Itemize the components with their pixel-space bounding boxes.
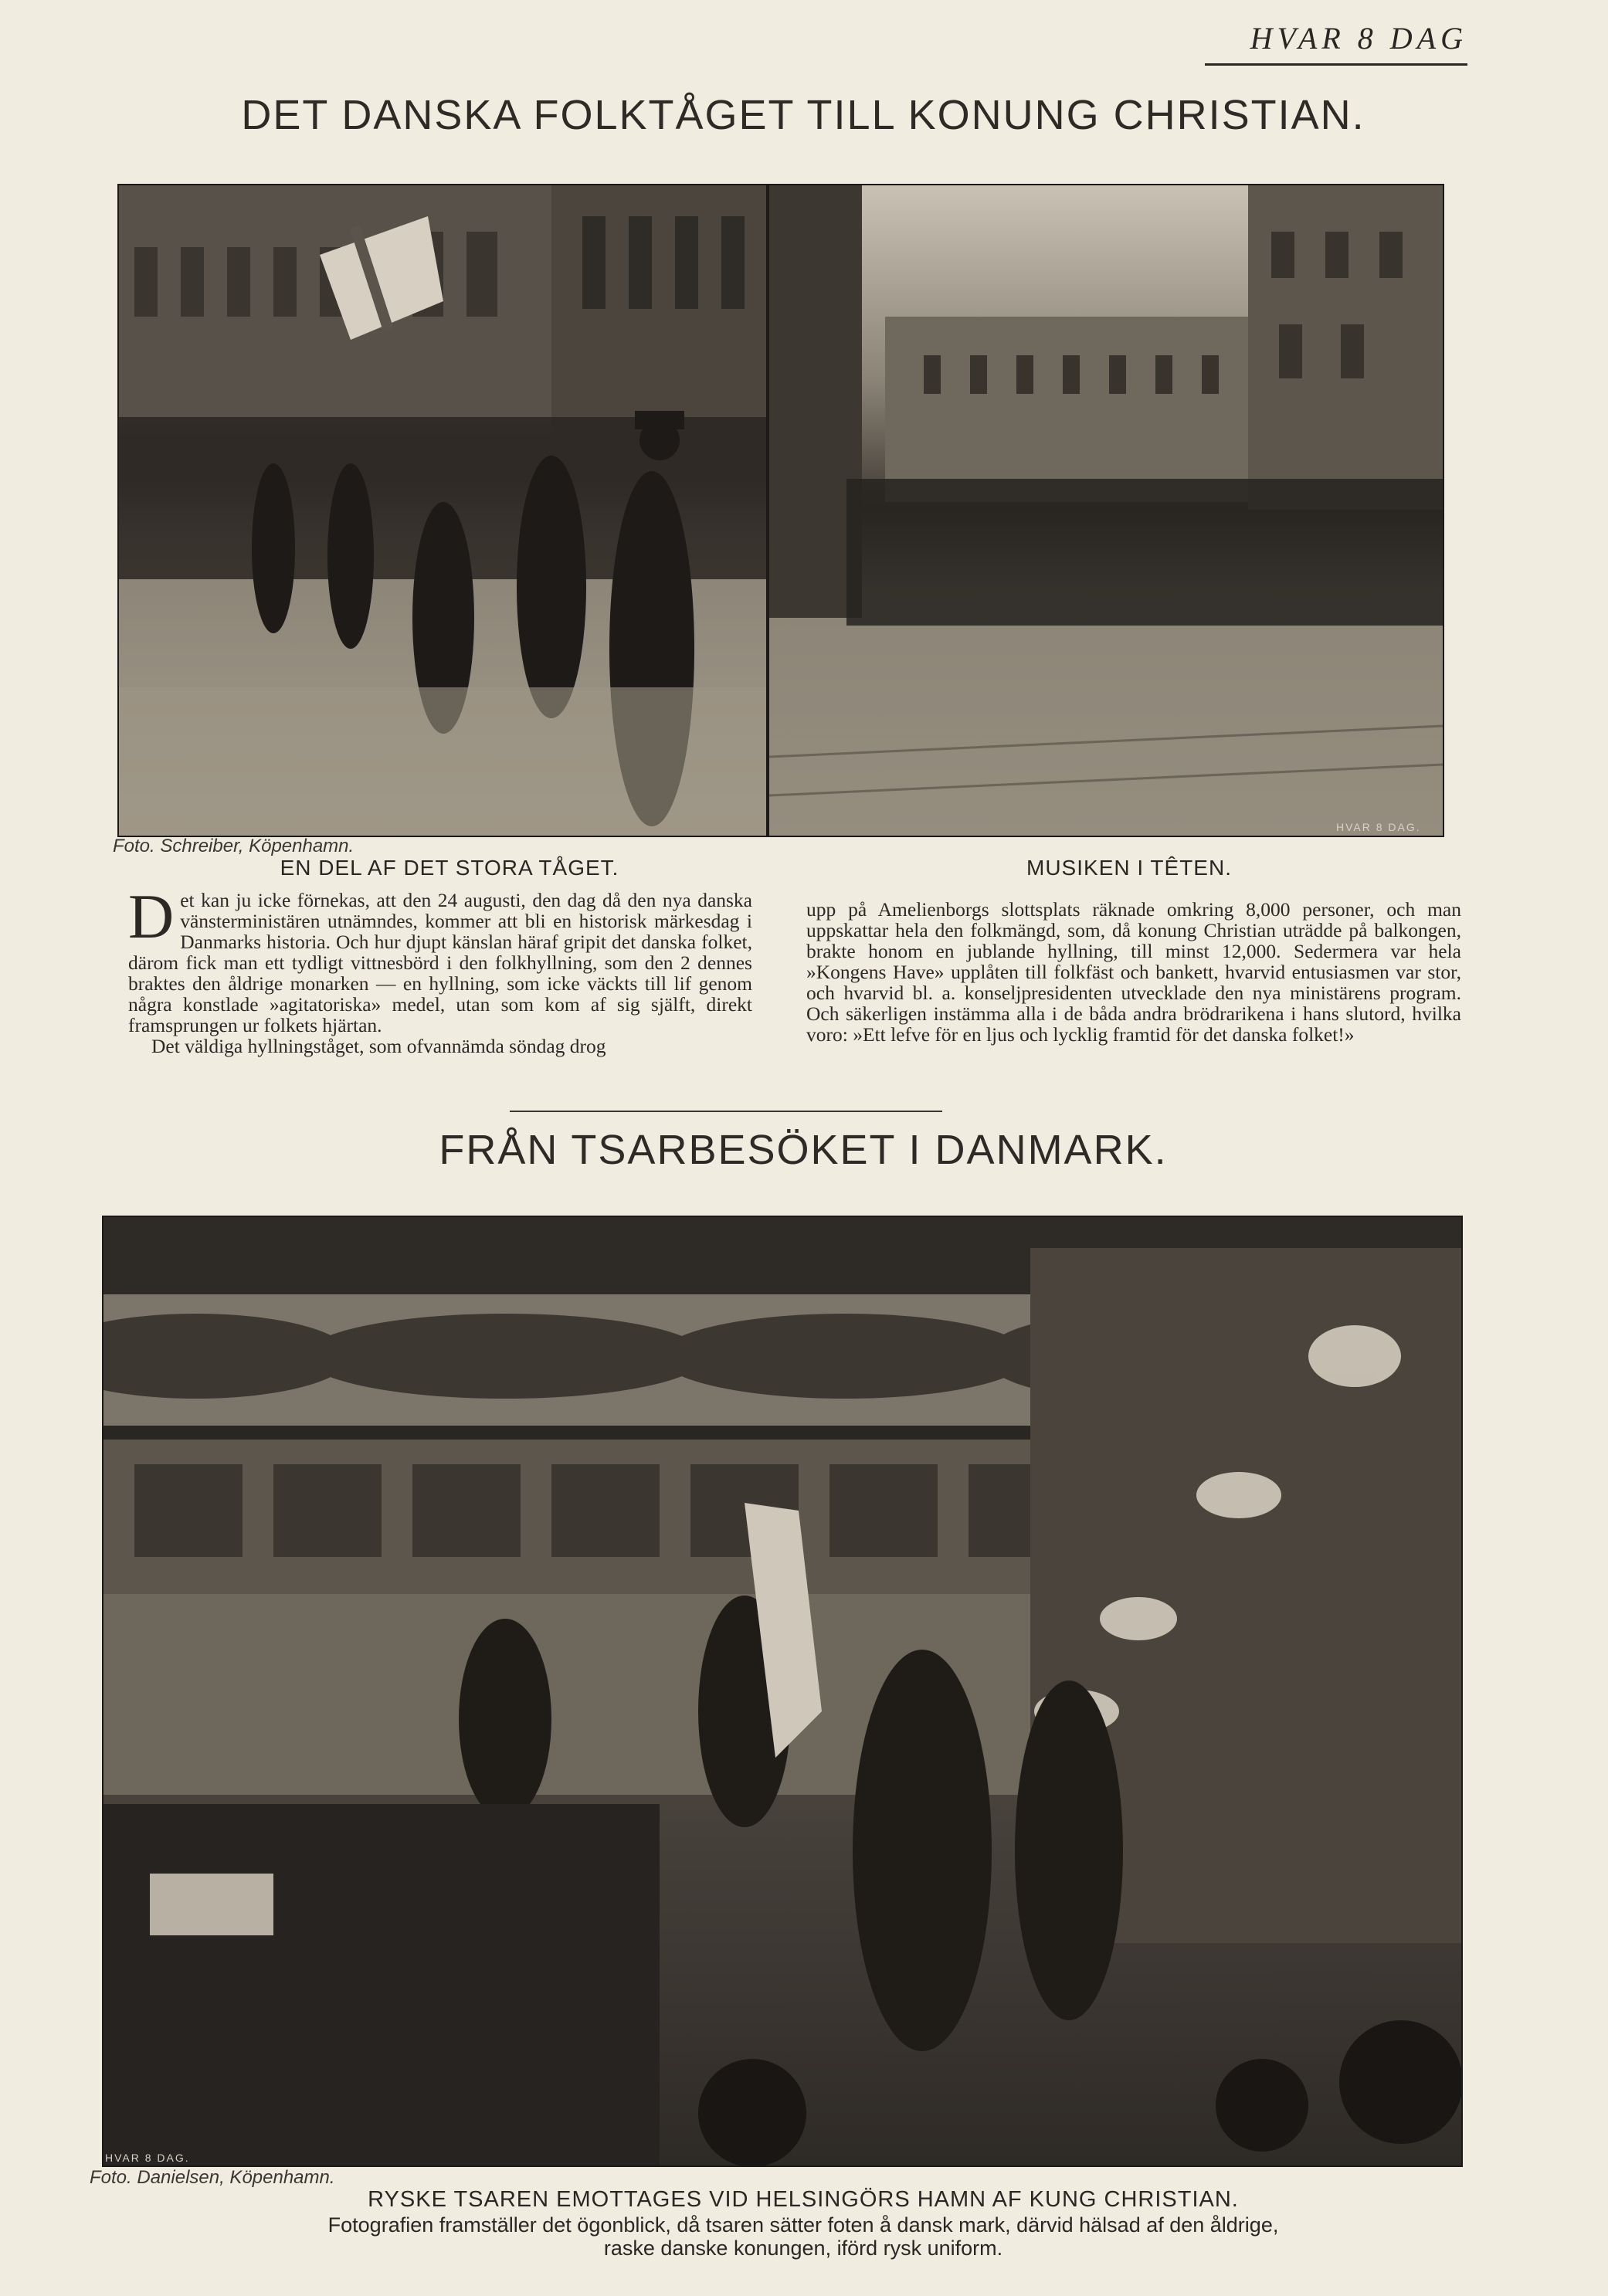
photo-credit-bottom: Foto. Danielsen, Köpenhamn. — [90, 2167, 335, 2188]
masthead: HVAR 8 DAG — [1205, 17, 1467, 66]
section1-headline: DET DANSKA FOLKTÅGET TILL KONUNG CHRISTIAN. — [241, 92, 1365, 138]
photo-stamp-bottom: HVAR 8 DAG. — [105, 2152, 190, 2164]
drop-cap: D — [128, 881, 175, 951]
bottom-caption-title: RYSKE TSAREN EMOTTAGES VID HELSINGÖRS HAMN AF KUNG CHRISTIAN. — [368, 2187, 1239, 2212]
caption-right: MUSIKEN I TÊTEN. — [1026, 856, 1232, 880]
music-photo — [768, 184, 1444, 837]
photo-stamp-top: HVAR 8 DAG. — [1336, 821, 1421, 833]
section-divider — [510, 1111, 942, 1112]
article-left-p1: et kan ju icke förnekas, att den 24 augusti, den dag då den nya danska vänsterministären utnämndes, kommer att bli en historisk märkesdag i Danmarks historia. Och hur djupt känslan häraf gripit det danska folket, därom fick man ett tydligt vittnesbörd i den folkhyllning, som den 2 dennes braktes den åldrige monarken — en hyllning, som icke väckts till lif genom några konstlade »agitatoriska» medel, utan som kom af sig själft, direkt framsprungen ur folkets hjärtan. — [128, 889, 752, 1036]
article-right-column: upp på Amelienborgs slottsplats räknade omkring 8,000 personer, och man uppskattar hela den folkmängd, som, då konung Christian uträdde på balkongen, brakte honom en jublande hyllning, till minst 12,000. Sedermera var hela »Kongens Have» upplåten till folkfäst och bankett, hvarvid entusiasmen var stor, och hvarvid bl. a. konseljpresidenten utvecklade den nya ministärens program. Och säkerligen instämma alla i de båda andra brödrarikena i hans slutord, hvilka voro: »Ett lefve för en ljus och lycklig framtid för det danska folket!» — [806, 898, 1461, 1046]
tsar-arrival-photo — [102, 1216, 1463, 2167]
parade-photo — [117, 184, 768, 837]
section2-headline: FRÅN TSARBESÖKET I DANMARK. — [439, 1127, 1168, 1173]
article-left-column — [128, 881, 752, 1057]
bottom-caption-line2: raske danske konungen, iförd rysk uniform. — [603, 2237, 1003, 2260]
bottom-caption-line1: Fotografien framställer det ögonblick, då tsaren sätter foten å dansk mark, därvid hälsad af den åldrige, — [327, 2213, 1279, 2237]
photo-credit-top: Foto. Schreiber, Köpenhamn. — [113, 836, 355, 856]
article-left-p2: Det väldiga hyllningståget, som ofvannämda söndag drog — [151, 1035, 606, 1057]
caption-left: EN DEL AF DET STORA TÅGET. — [280, 856, 619, 880]
